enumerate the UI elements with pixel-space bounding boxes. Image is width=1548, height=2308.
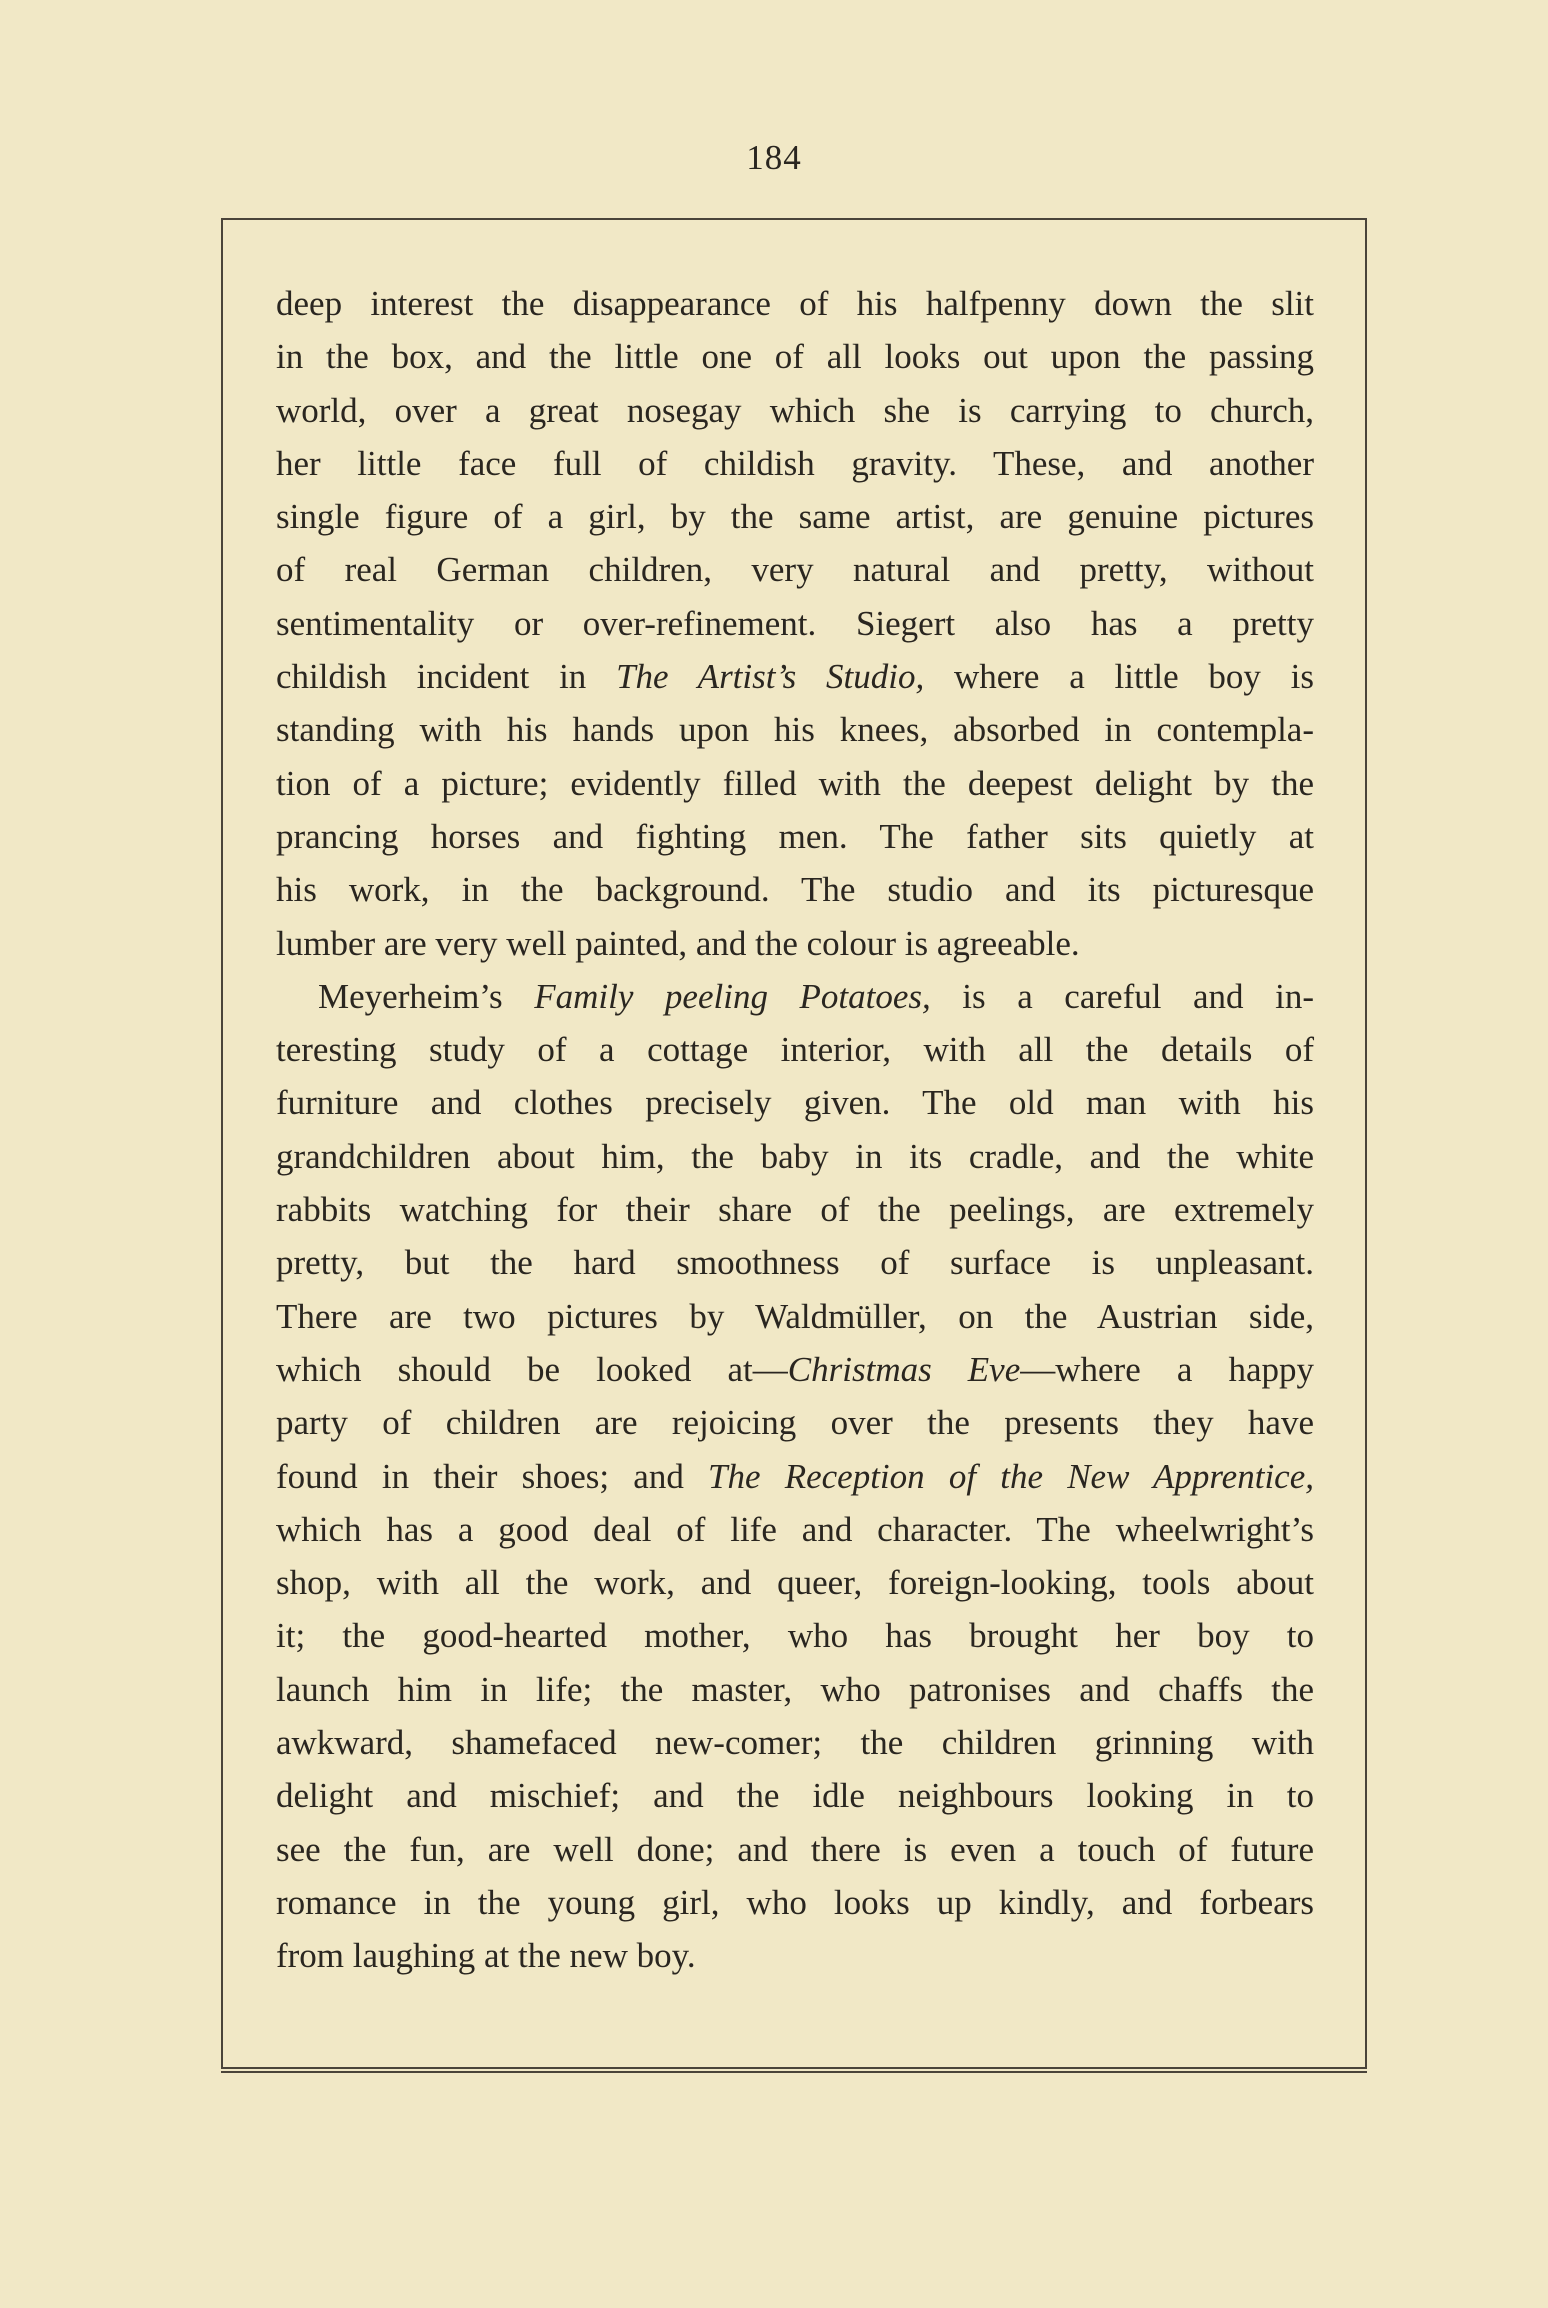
text-line: Meyerheim’s Family peeling Potatoes, is a careful and in- <box>318 976 1314 1016</box>
text-line: single figure of a girl, by the same artist, are genuine pictures <box>276 497 1314 537</box>
page-number: 184 <box>746 138 802 177</box>
text-line: deep interest the disappearance of his halfpenny down the slit <box>276 284 1314 323</box>
italic-title: Christmas Eve <box>787 1349 1021 1389</box>
text-line: awkward, shamefaced new-comer; the children grinning with <box>276 1723 1314 1763</box>
text-line: lumber are very well painted, and the colour is agreeable. <box>276 923 1080 963</box>
text-line: childish incident in The Artist’s Studio, where a little boy is <box>276 657 1315 697</box>
text-line: tion of a picture; evidently filled with the deepest delight by the <box>276 763 1314 803</box>
text-line: teresting study of a cottage interior, with all the details of <box>276 1030 1314 1070</box>
text-line: romance in the young girl, who looks up kindly, and forbears <box>276 1882 1314 1922</box>
text-line: which should be looked at—Christmas Eve—where a happy <box>276 1349 1314 1389</box>
text-line: world, over a great nosegay which she is carrying to church, <box>276 390 1314 430</box>
text-line: shop, with all the work, and queer, foreign-looking, tools about <box>276 1563 1314 1603</box>
text-line: which has a good deal of life and character. The wheelwright’s <box>276 1509 1314 1549</box>
text-line: found in their shoes; and The Reception of the New Apprentice, <box>276 1456 1314 1496</box>
text-line: party of children are rejoicing over the presents they have <box>276 1403 1314 1443</box>
text-line: launch him in life; the master, who patronises and chaffs the <box>276 1669 1314 1709</box>
text-line: his work, in the background. The studio and its picturesque <box>276 870 1314 910</box>
text-line: prancing horses and fighting men. The father sits quietly at <box>276 816 1314 856</box>
text-line: There are two pictures by Waldmüller, on the Austrian side, <box>276 1296 1314 1336</box>
text-line: sentimentality or over-refinement. Siegert also has a pretty <box>276 603 1314 643</box>
italic-title: The Artist’s Studio, <box>616 657 925 697</box>
text-line: her little face full of childish gravity. These, and another <box>276 443 1314 483</box>
text-line: in the box, and the little one of all looks out upon the passing <box>276 337 1314 377</box>
italic-title: The Reception of the New Apprentice, <box>708 1456 1314 1496</box>
text-line: from laughing at the new boy. <box>276 1936 696 1976</box>
text-line: rabbits watching for their share of the peelings, are extremely <box>276 1190 1314 1230</box>
text-line: it; the good-hearted mother, who has brought her boy to <box>276 1616 1314 1656</box>
italic-title: Family peeling Potatoes, <box>534 976 931 1016</box>
text-line: standing with his hands upon his knees, absorbed in contempla- <box>276 710 1314 750</box>
text-line: furniture and clothes precisely given. The old man with his <box>276 1083 1314 1123</box>
text-line: grandchildren about him, the baby in its cradle, and the white <box>276 1136 1314 1176</box>
text-line: delight and mischief; and the idle neighbours looking in to <box>276 1776 1314 1816</box>
text-line: pretty, but the hard smoothness of surface is unpleasant. <box>276 1243 1314 1283</box>
text-line: see the fun, are well done; and there is even a touch of future <box>276 1829 1314 1869</box>
text-line: of real German children, very natural and pretty, without <box>276 550 1314 590</box>
body-text <box>276 277 1314 1983</box>
